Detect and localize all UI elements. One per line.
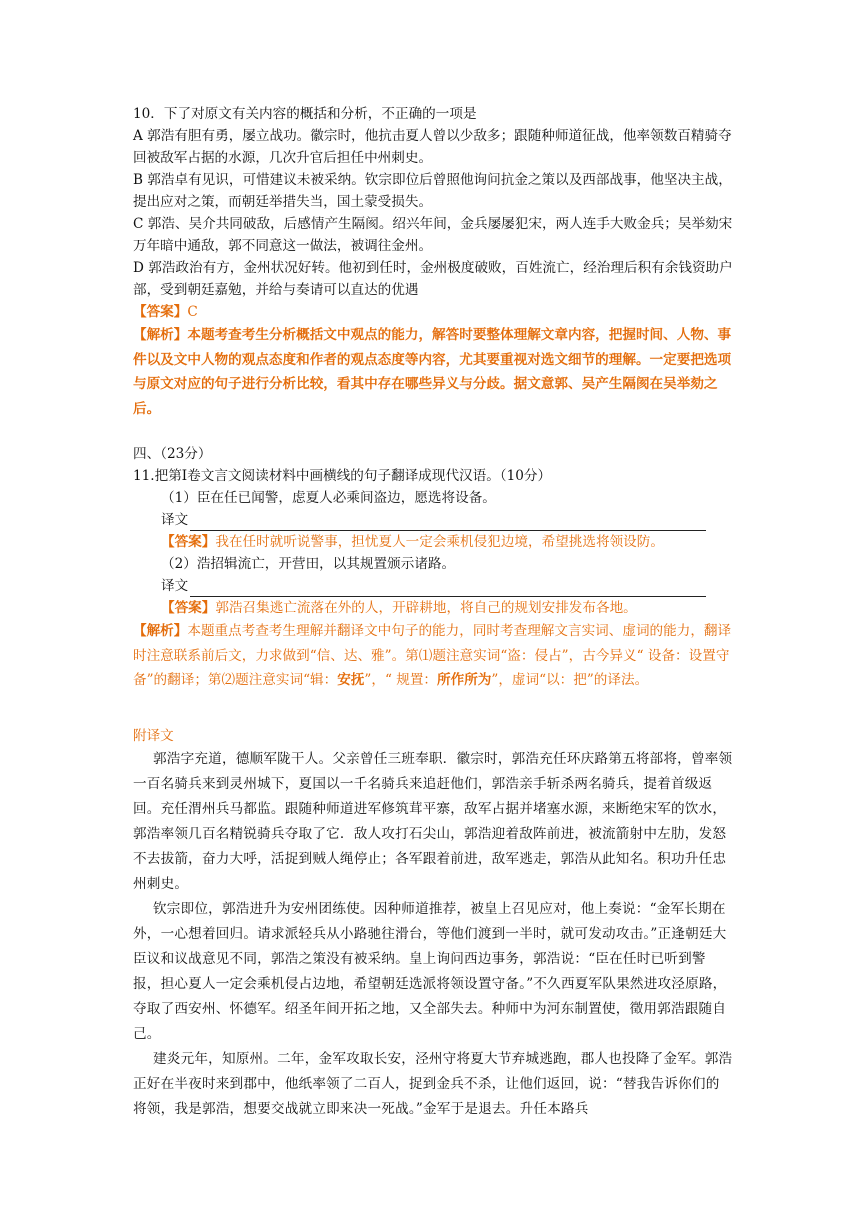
answer-2-text: 郭浩召集逃亡流落在外的人，开辟耕地，将自己的规划安排发布各地。 [215,600,637,616]
answer-2 [133,597,733,619]
translation-blank-2 [190,579,706,597]
section-heading: 四、（23分） [133,446,212,462]
translation-blank-1 [190,513,706,531]
question-10-stem: 10．下了对原文有关内容的概括和分析，不正确的一项是 [133,106,477,122]
translation-paragraph-1: 郭浩字充道，德顺军陇干人。父亲曾任三班奉职．徽宗时，郭浩充任环庆路第五将部将，曾率领一百名骑兵来到灵州城下，夏国以一千名骑兵来追赶他们，郭浩亲手斩杀两名骑兵，提着首级返回。充任渭州兵马都监。跟随种师道进军修筑茸平寨，敌军占据并堵塞水源，来断绝宋军的饮水，郭浩率领几百名精锐骑兵夺取了它．敌人攻打石尖山，郭浩迎着敌阵前进，被流箭射中左肋，发怒不去拔箭，奋力大呼，活捉到贼人绳停止；各军跟着前进，敌军逃走，郭浩从此知名。积功升任忠州刺史。 [133,750,733,892]
translation-label-2: 译文 [161,578,189,594]
answer-1-label: 【答案】 [161,534,216,550]
option-c: C 郭浩、吴介共同破敌，后感情产生隔阂。绍兴年间，金兵屡屡犯宋，两人连手大败金兵；吴举劾宋万年暗中通敌，郭不同意这一做法，被调往金州。 [133,216,733,254]
answer-line [133,301,733,323]
option-b: B 郭浩卓有见识，可惜建议未被采纳。钦宗即位后曾照他询问抗金之策以及西部战事，他坚决主战，提出应对之策，而朝廷举措失当，国土蒙受损失。 [133,172,732,210]
answer-1 [133,531,733,553]
translation-paragraph-2: 钦宗即位，郭浩进升为安州团练使。因种师道推荐，被皇上召见应对，他上奏说：“金军长期在外，一心想着回归。请求派轻兵从小路驰往滑台，等他们渡到一半时，就可发动攻击。”正逢朝廷大臣议和议战意见不同，郭浩之策没有被采纳。皇上询问西边事务，郭浩说：“臣在任时已听到警报，担心夏人一定会乘机侵占边地，希望朝廷选派将领设置守备。”不久西夏军队果然进攻泾原路，夺取了西安州、怀德军。绍圣年间开拓之地，又全部失去。种师中为河东制置使，徵用郭浩跟随自己。 [133,900,727,1042]
answer-2-label: 【答案】 [161,600,216,616]
analysis-q11-text: 本题重点考查考生理解并翻译文中句子的能力，同时考查理解文言实词、虚词的能力，翻译时注意联系前后文，力求做到“信、达、雅”。第⑴题注意实词“盗：侵占”，古今异义“ 设备：设置守备”的翻译；第⑵题注意实词“辑： [133,623,732,688]
sentence-1: （1）臣在任已闻警，虑夏人必乘间盗边，愿选将设备。 [161,490,496,506]
translation-line-1 [133,509,733,531]
analysis-q11-mid: ”，“ 规置： [364,672,438,688]
analysis-q11-label: 【解析】 [133,623,188,639]
analysis-q10: 【解析】本题考查考生分析概括文中观点的能力，解答时要整体理解文章内容，把握时间、人物、事件以及文中人物的观点态度和作者的观点态度等内容，尤其要重视对选文细节的理解。一定要把选项与原文对应的句子进行分析比较，看其中存在哪些异义与分歧。据文意郭、吴产生隔阂在吴举劾之后。 [133,327,732,417]
answer-1-text: 我在任时就听说警事，担忧夏人一定会乘机侵犯边境，希望挑选将领设防。 [215,534,664,550]
answer-label: 【答案】 [133,304,188,320]
translation-heading: 附译文 [133,727,174,744]
sentence-2: （2）浩招辑流亡，开营田，以其规置颁示诸路。 [161,556,456,572]
answer-value: C [187,304,198,320]
analysis-q11-bold-2: 所作所为 [437,672,492,688]
analysis-q11-end: ”，虚词“以：把”的译法。 [491,672,649,688]
option-d: D 郭浩政治有方，金州状况好转。他初到任时，金州极度破败，百姓流亡，经治理后积有余钱资助户部，受到朝廷嘉勉，并给与奏请可以直达的优遇 [133,260,733,298]
analysis-q11 [133,619,733,693]
analysis-q11-bold-1: 安抚 [337,672,365,688]
question-11-stem: 11.把第Ⅰ卷文言文阅读材料中画横线的句子翻译成现代汉语。（10分） [133,468,552,484]
translation-label-1: 译文 [161,512,189,528]
translation-paragraph-3: 建炎元年，知原州。二年，金军攻取长安，泾州守将夏大节弃城逃跑，郡人也投降了金军。郭浩正好在半夜时来到郡中，他纸率领了二百人，捉到金兵不杀，让他们返回，说：“替我告诉你们的将领，我是郭浩，想要交战就立即来决一死战。”金军于是退去。升任本路兵 [133,1050,733,1117]
translation-line-2 [133,575,733,597]
document-content [133,103,733,1122]
option-a: A 郭浩有胆有勇，屡立战功。徽宗时，他抗击夏人曾以少敌多；跟随种师道征战，他率领数百精骑夺回被敌军占据的水源，几次升官后担任中州刺史。 [133,128,732,166]
